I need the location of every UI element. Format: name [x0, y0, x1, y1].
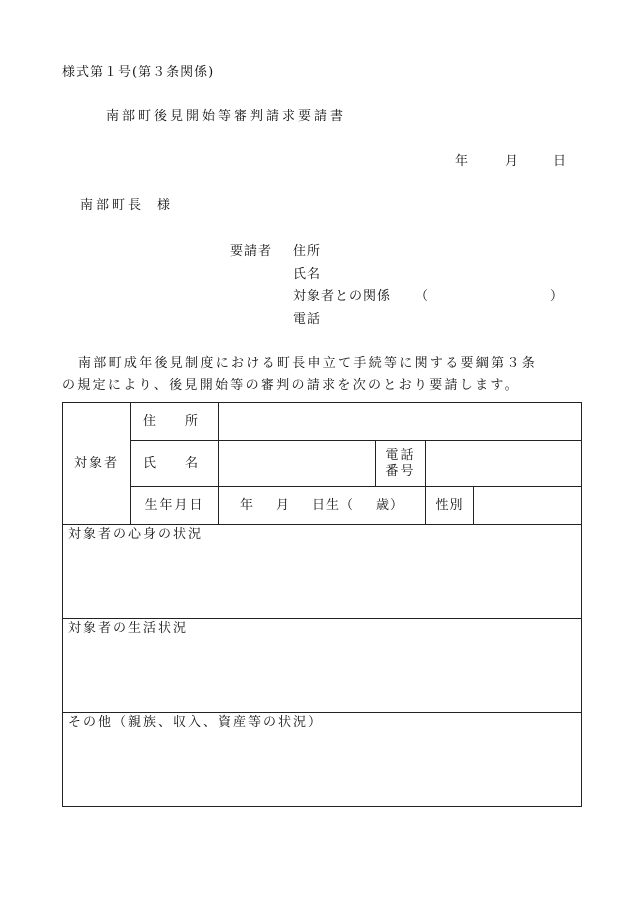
addressee-name: 南部町長 [80, 198, 145, 213]
requester-label: 要請者 [230, 244, 273, 259]
name-field[interactable] [219, 441, 376, 487]
date-year-label: 年 [455, 154, 469, 169]
other-condition-label: その他（親族、収入、資産等の状況） [68, 715, 324, 730]
request-paragraph [62, 353, 582, 397]
paragraph-line-1: 南部町成年後見制度における町長申立て手続等に関する要綱第３条 [78, 356, 538, 371]
phone-number-label [376, 441, 426, 487]
date-day-label: 日 [553, 154, 567, 169]
sex-field[interactable] [474, 487, 582, 525]
birthdate-month: 月 [275, 497, 290, 513]
requester-relationship-label: 対象者との関係 [293, 289, 392, 304]
address-label: 住 所 [131, 403, 219, 441]
relationship-paren-close: ） [550, 289, 564, 304]
form-number: 様式第１号(第３条関係) [62, 65, 215, 80]
birthdate-day-born: 日生（ [312, 497, 355, 513]
phone-label-line-2: 番号 [385, 463, 416, 479]
date-month-label: 月 [505, 154, 519, 169]
birthdate-age: 歳） [376, 497, 405, 513]
requester-name-label: 氏名 [293, 267, 322, 282]
sex-label: 性別 [426, 487, 474, 525]
requester-phone-label: 電話 [293, 312, 322, 327]
birthdate-field[interactable] [219, 487, 426, 525]
living-condition-label: 対象者の生活状況 [68, 621, 189, 636]
birthdate-label: 生年月日 [131, 487, 219, 525]
address-field[interactable] [219, 403, 582, 441]
phone-number-field[interactable] [426, 441, 582, 487]
addressee-honorific: 様 [157, 198, 171, 213]
relationship-paren-open: （ [415, 289, 429, 304]
paragraph-line-2: の規定により、後見開始等の審判の請求を次のとおり要請します。 [62, 378, 520, 393]
phone-label-line-1: 電話 [385, 447, 416, 463]
subject-info-table [62, 402, 582, 807]
mental-physical-condition-label: 対象者の心身の状況 [68, 527, 204, 542]
other-condition-box[interactable] [63, 713, 582, 807]
birthdate-year: 年 [239, 497, 254, 513]
document-title: 南部町後見開始等審判請求要請書 [106, 109, 347, 124]
requester-address-label: 住所 [293, 244, 322, 259]
living-condition-box[interactable] [63, 619, 582, 713]
mental-physical-condition-box[interactable] [63, 525, 582, 619]
subject-label: 対象者 [63, 403, 131, 525]
name-label: 氏 名 [131, 441, 219, 487]
